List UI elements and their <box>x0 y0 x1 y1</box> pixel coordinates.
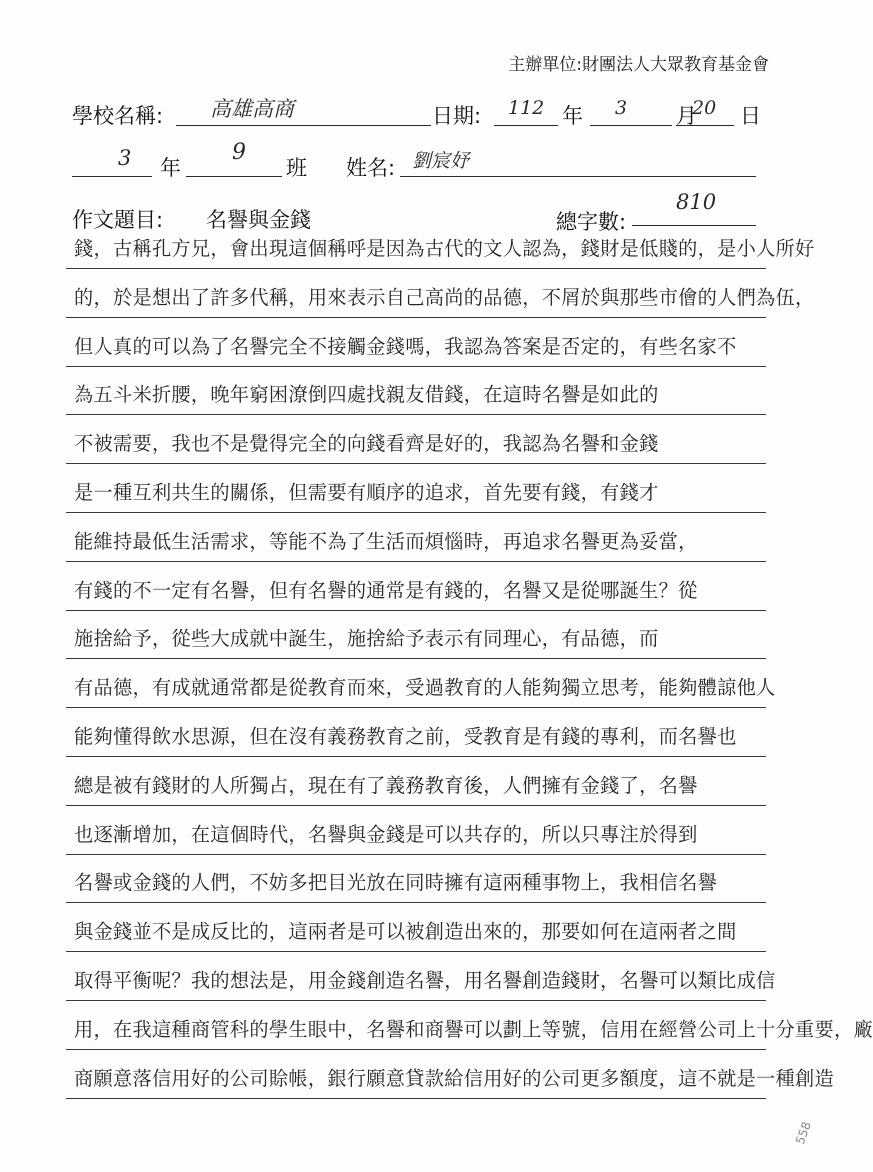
essay-line: 但人真的可以為了名譽完全不接觸金錢嗎，我認為答案是否定的，有些名家不 <box>74 334 737 358</box>
essay-line: 用，在我這種商管科的學生眼中，名譽和商譽可以劃上等號，信用在經營公司上十分重要，廠 <box>74 1017 873 1041</box>
essay-line: 也逐漸增加，在這個時代，名譽與金錢是可以共存的，所以只專注於得到 <box>74 822 698 846</box>
grade-value: 3 <box>118 146 132 170</box>
organizer-text: 主辦單位:財團法人大眾教育基金會 <box>508 55 769 75</box>
essay-line: 是一種互利共生的關係，但需要有順序的追求，首先要有錢，有錢才 <box>74 481 659 504</box>
essay-line: 為五斗米折腰，晚年窮困潦倒四處找親友借錢，在這時名譽是如此的 <box>74 383 659 407</box>
ruled-line <box>66 512 766 513</box>
date-label: 日期: <box>432 104 482 128</box>
grade-underline <box>72 176 152 177</box>
school-label: 學校名稱: <box>72 104 164 128</box>
ruled-line <box>66 561 766 562</box>
essay-line: 名譽或金錢的人們，不妨多把目光放在同時擁有這兩種事物上，我相信名譽 <box>74 871 718 895</box>
class-label: 班 <box>286 156 307 180</box>
essay-line: 商願意落信用好的公司賒帳，銀行願意貸款給信用好的公司更多額度，這不就是一種創造 <box>74 1066 835 1090</box>
ruled-line <box>66 414 766 415</box>
day-label: 日 <box>740 104 761 128</box>
ruled-line <box>66 854 766 855</box>
ruled-line <box>66 268 766 269</box>
month-label: 月 <box>676 104 697 128</box>
essay-line: 有品德，有成就通常都是從教育而來，受過教育的人能夠獨立思考，能夠體諒他人 <box>74 676 776 700</box>
grade-label: 年 <box>160 156 181 180</box>
ruled-line <box>66 805 766 806</box>
school-value: 高雄高商 <box>210 97 294 121</box>
essay-line: 施捨給予，從些大成就中誕生，施捨給予表示有同理心，有品德，而 <box>74 627 659 651</box>
ruled-line <box>66 902 766 903</box>
count-label: 總字數: <box>556 210 627 234</box>
count-value: 810 <box>676 190 717 214</box>
page-mark: 558 <box>793 1119 815 1147</box>
date-day-underline <box>676 125 734 126</box>
class-underline <box>186 176 282 177</box>
ruled-line <box>66 756 766 757</box>
school-underline <box>176 125 431 126</box>
ruled-line <box>66 366 766 367</box>
name-value: 劉宸妤 <box>412 150 470 172</box>
name-underline <box>400 176 756 177</box>
essay-line: 錢，古稱孔方兄，會出現這個稱呼是因為古代的文人認為，錢財是低賤的，是小人所好 <box>74 237 815 260</box>
name-label: 姓名: <box>346 156 396 180</box>
ruled-line <box>66 610 766 611</box>
date-day-value: 20 <box>692 97 717 119</box>
essay-line: 與金錢並不是成反比的，這兩者是可以被創造出來的，那要如何在這兩者之間 <box>74 920 737 944</box>
essay-line: 取得平衡呢？我的想法是，用金錢創造名譽，用名譽創造錢財，名譽可以類比成信 <box>74 969 776 992</box>
essay-line: 有錢的不一定有名譽，但有名譽的通常是有錢的，名譽又是從哪誕生？從 <box>74 578 698 602</box>
ruled-line <box>66 1098 766 1099</box>
ruled-line <box>66 317 766 318</box>
essay-line: 總是被有錢財的人所獨占，現在有了義務教育後，人們擁有金錢了，名譽 <box>74 773 698 797</box>
year-label: 年 <box>562 104 583 128</box>
ruled-line <box>66 658 766 659</box>
date-year-value: 112 <box>508 97 545 119</box>
essay-line: 能維持最低生活需求，等能不為了生活而煩惱時，再追求名譽更為妥當， <box>74 529 698 553</box>
date-year-underline <box>494 125 558 126</box>
date-month-value: 3 <box>615 97 628 119</box>
ruled-line <box>66 463 766 464</box>
ruled-line <box>66 707 766 708</box>
essay-line: 能夠懂得飲水思源，但在沒有義務教育之前，受教育是有錢的專利，而名譽也 <box>74 725 737 748</box>
essay-line: 不被需要，我也不是覺得完全的向錢看齊是好的，我認為名譽和金錢 <box>74 432 659 456</box>
ruled-line <box>66 1049 766 1050</box>
count-underline <box>632 225 756 226</box>
ruled-line <box>66 1000 766 1001</box>
topic-value: 名譽與金錢 <box>206 208 311 232</box>
date-month-underline <box>590 125 672 126</box>
class-value: 9 <box>232 140 246 165</box>
topic-label: 作文題目: <box>72 208 164 232</box>
ruled-line <box>66 951 766 952</box>
essay-line: 的，於是想出了許多代稱，用來表示自己高尚的品德，不屑於與那些市儈的人們為伍， <box>74 285 815 309</box>
